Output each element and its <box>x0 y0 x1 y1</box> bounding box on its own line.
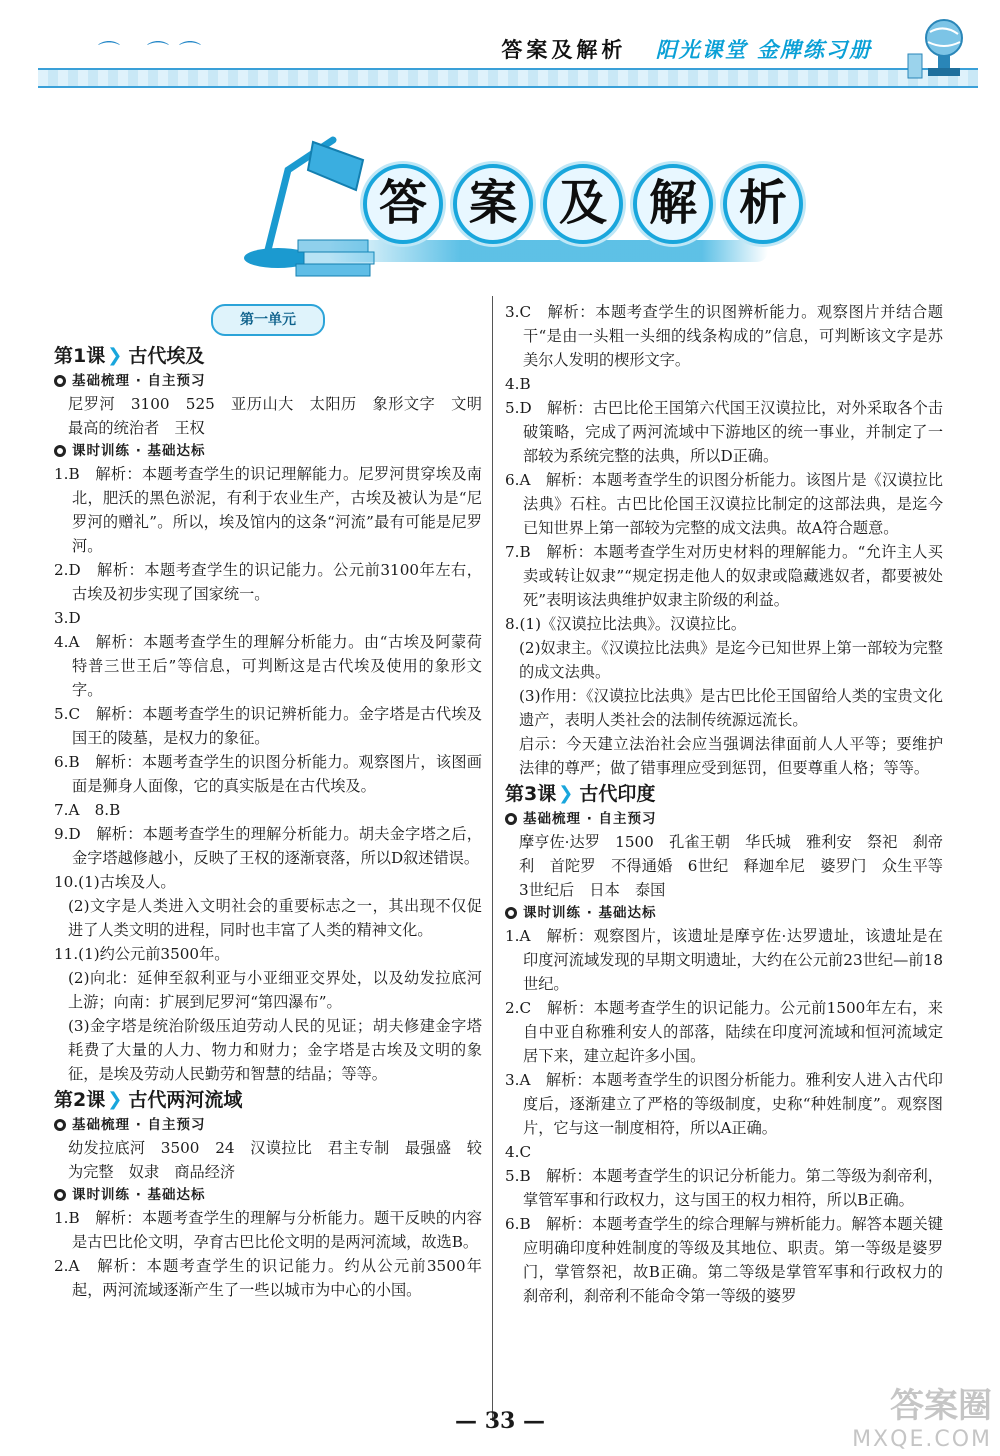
bullet-icon <box>54 1189 66 1201</box>
section-heading <box>54 1184 482 1206</box>
section-label: 基础梳理 · 自主预习 <box>72 373 206 389</box>
answer-item: 3.A 解析：本题考查学生的识图分析能力。雅利安人进入古代印度后，逐渐建立了严格的等级制度，史称“种姓制度”。观察图片，它与这一制度相符，所以A正确。 <box>505 1071 943 1137</box>
basic-answers: 尼罗河 3100 525 亚历山大 太阳历 象形文字 文明 最高的统治者 王权 <box>68 395 498 437</box>
header-band <box>38 68 978 88</box>
section-heading <box>54 370 482 392</box>
unit-badge: 第一单元 <box>211 304 325 336</box>
answer-subitem: (3)金字塔是统治阶级压迫劳动人民的见证；胡夫修建金字塔耗费了大量的人力、物力和财力；金字塔是古埃及文明的象征，是埃及劳动人民勤劳和智慧的结晶；等等。 <box>68 1017 482 1083</box>
section-label: 课时训练 · 基础达标 <box>72 443 206 459</box>
section-label: 课时训练 · 基础达标 <box>523 905 657 921</box>
arrow-icon: ❯ <box>107 1089 123 1110</box>
banner-char: 案 <box>453 164 533 244</box>
answer-item: 5.B 解析：本题考查学生的识记分析能力。第二等级为刹帝利，掌管军事和行政权力，这与国王的权力相符，所以B正确。 <box>505 1167 943 1209</box>
answer-subitem: 启示：今天建立法治社会应当强调法律面前人人平等；要维护法律的尊严；做了错事理应受到惩罚，但要尊重人格；等等。 <box>519 735 943 777</box>
bullet-icon <box>54 375 66 387</box>
answer-item: 9.D 解析：本题考查学生的理解分析能力。胡夫金字塔之后，金字塔越修越小，反映了王权的逐渐衰落，所以D叙述错误。 <box>54 825 482 867</box>
answer-item: 8.(1)《汉谟拉比法典》。汉谟拉比。 <box>505 615 747 633</box>
left-column <box>54 300 498 1302</box>
answer-item: 10.(1)古埃及人。 <box>54 873 176 891</box>
answer-item: 5.D 解析：古巴比伦王国第六代国王汉谟拉比，对外采取各个击破策略，完成了两河流域中下游地区的统一事业，并制定了一部较为系统完整的法典，所以D正确。 <box>505 399 943 465</box>
answer-item: 1.B 解析：本题考查学生的识记理解能力。尼罗河贯穿埃及南北，肥沃的黑色淤泥，有利于农业生产，古埃及被认为是“尼罗河的赠礼”。所以，埃及馆内的这条“河流”最有可能是尼罗河。 <box>54 465 482 555</box>
lesson-title: 古代两河流域 <box>128 1089 243 1111</box>
lesson-heading <box>54 1088 482 1112</box>
title-banner <box>238 130 787 280</box>
lesson-title: 古代印度 <box>579 783 656 805</box>
arrow-icon: ❯ <box>558 783 574 804</box>
section-label: 基础梳理 · 自主预习 <box>523 811 657 827</box>
banner-char: 解 <box>633 164 713 244</box>
header-title: 答案及解析 <box>501 37 627 62</box>
section-label: 基础梳理 · 自主预习 <box>72 1117 206 1133</box>
lesson-title: 古代埃及 <box>128 345 205 367</box>
watermark <box>802 1378 992 1450</box>
arrow-icon: ❯ <box>107 345 123 366</box>
lesson-heading <box>54 344 482 368</box>
watermark-line: MXQE.COM <box>852 1427 992 1452</box>
banner-char: 及 <box>543 164 623 244</box>
section-heading <box>54 1114 482 1136</box>
answer-item: 4.B <box>505 375 531 393</box>
lesson-heading <box>505 782 943 806</box>
section-heading <box>505 808 943 830</box>
answer-item: 2.C 解析：本题考查学生的识记能力。公元前1500年左右，来自中亚自称雅利安人的部落，陆续在印度河流域和恒河流域定居下来，建立起许多小国。 <box>505 999 943 1065</box>
bullet-icon <box>54 445 66 457</box>
header-text <box>501 34 872 64</box>
answer-item: 5.C 解析：本题考查学生的识记辨析能力。金字塔是古代埃及国王的陵墓，是权力的象征。 <box>54 705 482 747</box>
column-divider <box>492 296 493 1421</box>
page-number: — 33 — <box>455 1408 545 1434</box>
basic-answers: 幼发拉底河 3500 24 汉谟拉比 君主专制 最强盛 较为完整 奴隶 商品经济 <box>68 1139 482 1181</box>
bullet-icon <box>505 907 517 919</box>
answer-item: 6.B 解析：本题考查学生的识图分析能力。观察图片，该图画面是狮身人面像，它的真实版是在古代埃及。 <box>54 753 482 795</box>
banner-char: 析 <box>723 164 803 244</box>
right-column <box>505 300 959 1308</box>
answer-subitem: (2)文字是人类进入文明社会的重要标志之一，其出现不仅促进了人类文明的进程，同时也丰富了人类的精神文化。 <box>68 897 482 939</box>
lesson-number: 第3课 <box>505 783 557 805</box>
answer-item: 4.A 解析：本题考查学生的理解分析能力。由“古埃及阿蒙荷特普三世王后”等信息，可判断这是古代埃及使用的象形文字。 <box>54 633 482 699</box>
answer-item: 7.B 解析：本题考查学生对历史材料的理解能力。“允许主人买卖或转让奴隶”“规定拐走他人的奴隶或隐藏逃奴者，都要被处死”表明该法典维护奴隶主阶级的利益。 <box>505 543 943 609</box>
answer-item: 3.D <box>54 609 81 627</box>
section-label: 课时训练 · 基础达标 <box>72 1187 206 1203</box>
answer-item: 6.B 解析：本题考查学生的综合理解与辨析能力。解答本题关键应明确印度种姓制度的等级及其地位、职责。第一等级是婆罗门，掌管祭祀，故B正确。第二等级是掌管军事和行政权力的刹帝利，刹帝利不能命令第一等级的婆罗 <box>505 1215 943 1305</box>
basic-answers: 摩亨佐·达罗 1500 孔雀王朝 华氏城 雅利安 祭祀 刹帝利 首陀罗 不得通婚 6世纪 释迦牟尼 婆罗门 众生平等 3世纪后 日本 泰国 <box>519 833 959 899</box>
banner-char: 答 <box>363 164 443 244</box>
answer-item: 11.(1)约公元前3500年。 <box>54 945 230 963</box>
watermark-line: 答案圈 <box>890 1386 992 1426</box>
answer-subitem: (3)作用：《汉谟拉比法典》是古巴比伦王国留给人类的宝贵文化遗产，表明人类社会的法制传统源远流长。 <box>519 687 943 729</box>
section-heading <box>505 902 943 924</box>
lesson-number: 第1课 <box>54 345 106 367</box>
answer-item: 2.A 解析：本题考查学生的识记能力。约从公元前3500年起，两河流域逐渐产生了一些以城市为中心的小国。 <box>54 1257 482 1299</box>
globe-icon <box>902 14 972 84</box>
page-header <box>38 14 990 90</box>
bullet-icon <box>54 1119 66 1131</box>
bullet-icon <box>505 813 517 825</box>
answer-item: 2.D 解析：本题考查学生的识记能力。公元前3100年左右，古埃及初步实现了国家统一。 <box>54 561 482 603</box>
answer-item: 6.A 解析：本题考查学生的识图分析能力。该图片是《汉谟拉比法典》石柱。古巴比伦国王汉谟拉比制定的这部法典，是迄今已知世界上第一部较为完整的成文法典。故A符合题意。 <box>505 471 943 537</box>
answer-item: 1.B 解析：本题考查学生的理解与分析能力。题干反映的内容是古巴比伦文明，孕育古巴比伦文明的是两河流域，故选B。 <box>54 1209 482 1251</box>
answer-subitem: (2)向北：延伸至叙利亚与小亚细亚交界处，以及幼发拉底河上游；向南：扩展到尼罗河“第四瀑布”。 <box>68 969 482 1011</box>
section-heading <box>54 440 482 462</box>
lesson-number: 第2课 <box>54 1089 106 1111</box>
birds-icon: ⌒ ⌒⌒ <box>98 41 211 66</box>
header-brand: 阳光课堂 金牌练习册 <box>655 37 872 62</box>
answer-item: 1.A 解析：观察图片，该遗址是摩亨佐·达罗遗址，该遗址是在印度河流域发现的早期文明遗址，大约在公元前23世纪—前18世纪。 <box>505 927 943 993</box>
banner-title <box>363 164 803 244</box>
answer-item: 3.C 解析：本题考查学生的识图辨析能力。观察图片并结合题干“是由一头粗一头细的线条构成的”信息，可判断该文字是苏美尔人发明的楔形文字。 <box>505 303 943 369</box>
answer-subitem: (2)奴隶主。《汉谟拉比法典》是迄今已知世界上第一部较为完整的成文法典。 <box>519 639 943 681</box>
answer-item: 7.A 8.B <box>54 801 121 819</box>
answer-item: 4.C <box>505 1143 532 1161</box>
